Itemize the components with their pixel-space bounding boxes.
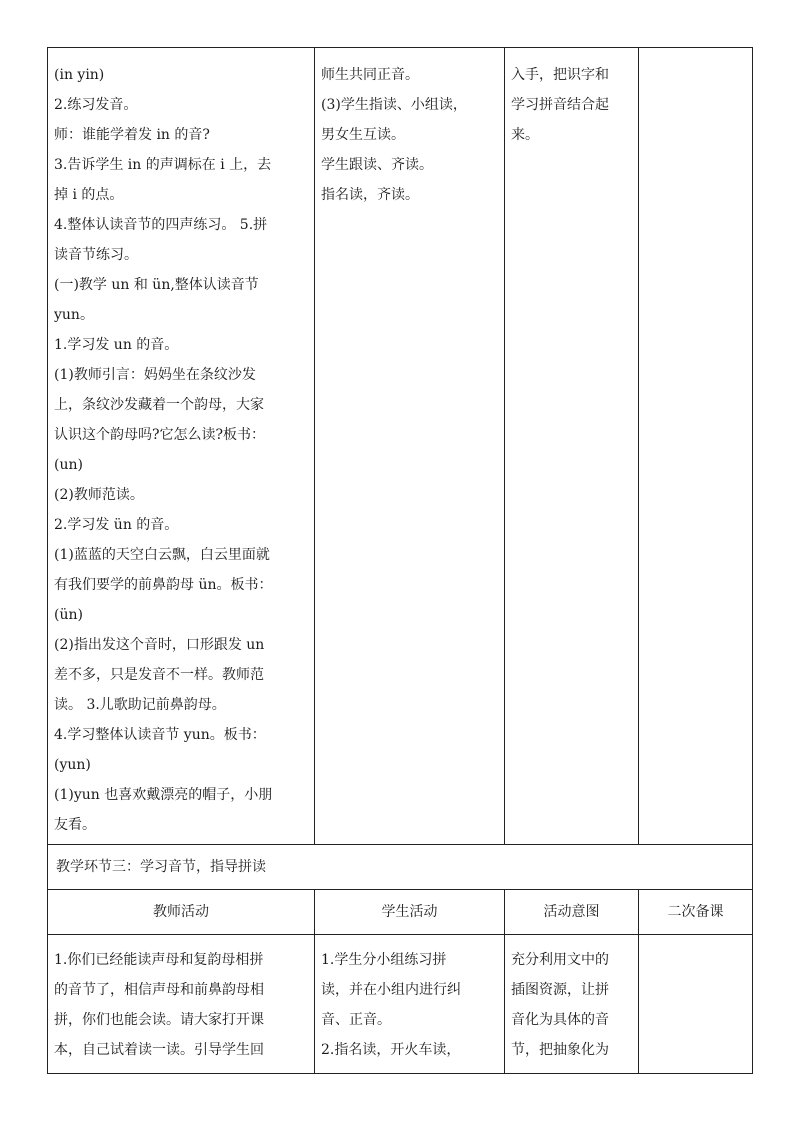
text-line: 男女生互读。: [321, 127, 405, 143]
text-line: 师：谁能学着发 in 的音?: [54, 127, 210, 143]
text-line: 音化为具体的音: [511, 1012, 609, 1028]
text-line: 插图资源，让拼: [511, 982, 609, 998]
text-line: 节，把抽象化为: [511, 1042, 609, 1058]
student-activity-cell: [315, 935, 505, 1074]
text-line: (un): [54, 457, 83, 473]
student-activity-cell: [315, 48, 505, 845]
text-line: 友看。: [54, 817, 96, 833]
header-second-prep: 二次备课: [639, 890, 753, 935]
text-line: 师生共同正音。: [321, 67, 419, 83]
text-line: 读，并在小组内进行纠: [321, 982, 461, 998]
header-teacher-activity: 教师活动: [48, 890, 315, 935]
header-student-activity: 学生活动: [315, 890, 505, 935]
activity-intent-cell: [505, 48, 639, 845]
second-prep-cell: [639, 48, 753, 845]
lesson-plan-table: [47, 47, 753, 1074]
text-line: 3.告诉学生 in 的声调标在 i 上，去: [54, 157, 272, 173]
section-title-row: [48, 845, 753, 890]
text-line: 读音节练习。: [54, 247, 138, 263]
text-line: 有我们要学的前鼻韵母 ün。板书：: [54, 577, 273, 593]
activity-intent-cell: [505, 935, 639, 1074]
text-line: 差不多，只是发音不一样。教师范: [54, 667, 264, 683]
text-line: 音、正音。: [321, 1012, 391, 1028]
text-line: 掉 i 的点。: [54, 187, 124, 203]
text-line: 学生跟读、齐读。: [321, 157, 433, 173]
text-line: 1.你们已经能读声母和复韵母相拼: [54, 952, 264, 968]
text-line: 上，条纹沙发藏着一个韵母，大家: [54, 397, 264, 413]
text-line: 的音节了，相信声母和前鼻韵母相: [54, 982, 264, 998]
text-line: (2)指出发这个音时，口形跟发 un: [54, 637, 265, 653]
text-line: 1.学习发 un 的音。: [54, 337, 179, 353]
teacher-activity-cell: [48, 48, 315, 845]
text-line: 充分利用文中的: [511, 952, 609, 968]
text-line: 4.学习整体认读音节 yun。板书：: [54, 727, 266, 743]
continued-activity-row: [48, 48, 753, 845]
text-line: 来。: [511, 127, 539, 143]
text-line: 学习拼音结合起: [511, 97, 609, 113]
section-title: 教学环节三：学习音节，指导拼读: [48, 845, 753, 890]
header-activity-intent: 活动意图: [505, 890, 639, 935]
text-line: (1)教师引言：妈妈坐在条纹沙发: [54, 367, 256, 383]
text-line: (in yin): [54, 67, 105, 83]
text-line: 1.学生分小组练习拼: [321, 952, 447, 968]
text-line: 认识这个韵母吗?它怎么读?板书：: [54, 427, 266, 443]
text-line: 指名读，齐读。: [321, 187, 419, 203]
activity-row: [48, 935, 753, 1074]
text-line: 4.整体认读音节的四声练习。 5.拼: [54, 217, 268, 233]
teacher-activity-cell: [48, 935, 315, 1074]
text-line: (3)学生指读、小组读，: [321, 97, 467, 113]
text-line: (2)教师范读。: [54, 487, 144, 503]
header-row: [48, 890, 753, 935]
text-line: (一)教学 un 和 ün,整体认读音节: [54, 277, 259, 293]
text-line: 读。 3.儿歌助记前鼻韵母。: [54, 697, 226, 713]
text-line: 入手，把识字和: [511, 67, 609, 83]
text-line: 2.指名读，开火车读，: [321, 1042, 461, 1058]
text-line: (1)蓝蓝的天空白云飘，白云里面就: [54, 547, 270, 563]
text-line: (1)yun 也喜欢戴漂亮的帽子，小朋: [54, 787, 273, 803]
text-line: 2.学习发 ün 的音。: [54, 517, 179, 533]
text-line: 2.练习发音。: [54, 97, 138, 113]
text-line: (ün): [54, 607, 83, 623]
text-line: yun。: [54, 307, 94, 323]
second-prep-cell: [639, 935, 753, 1074]
text-line: 拼，你们也能会读。请大家打开课: [54, 1012, 264, 1028]
text-line: 本，自己试着读一读。引导学生回: [54, 1042, 264, 1058]
text-line: (yun): [54, 757, 91, 773]
